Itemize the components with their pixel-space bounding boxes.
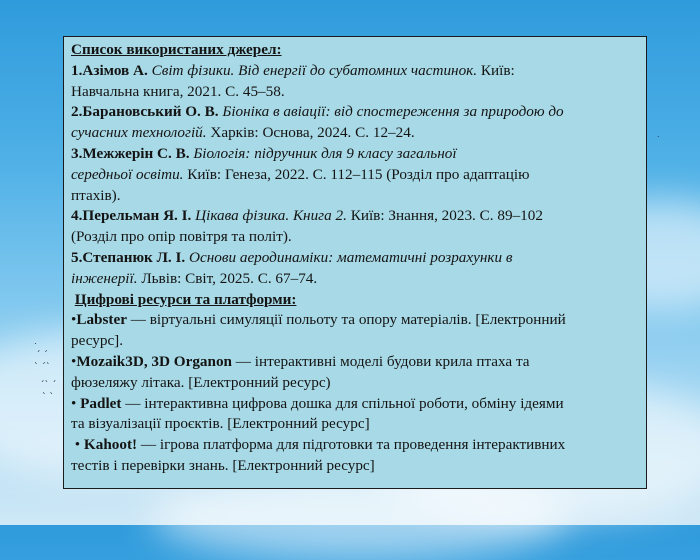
source-1-line-1 xyxy=(71,61,639,82)
bullet-icon: • xyxy=(74,436,81,454)
references-heading xyxy=(71,40,639,61)
source-publication: Київ: xyxy=(480,61,515,79)
source-5-line-2 xyxy=(71,269,639,290)
source-title: інженерії. xyxy=(71,269,138,287)
resource-4-line-1 xyxy=(71,435,639,456)
source-2-line-1 xyxy=(71,102,639,123)
digital-heading-text: Цифрові ресурси та платформи: xyxy=(74,290,297,308)
resource-description: — ігрова платформа для підготовки та проведення інтерактивних xyxy=(140,436,566,454)
source-title: Біоніка в авіації: від спостереження за природою до xyxy=(222,103,564,121)
source-3-line-2 xyxy=(71,165,639,186)
source-3-line-3: птахів). xyxy=(71,186,121,204)
resource-description: — віртуальні симуляції польоту та опору матеріалів. [Електронний xyxy=(130,311,566,329)
source-3-line-1 xyxy=(71,144,639,165)
digital-resources-heading xyxy=(71,290,639,311)
source-4-line-2: (Розділ про опір повітря та політ). xyxy=(71,228,292,246)
source-title: Основи аеродинаміки: математичні розрахунки в xyxy=(189,248,513,266)
source-publication: Львів: Світ, 2025. С. 67–74. xyxy=(141,269,318,287)
source-author: 3.Межжерін С. В. xyxy=(71,144,190,162)
resource-name: Labster xyxy=(76,311,127,329)
resource-3-line-1 xyxy=(71,394,639,415)
resource-1-line-1 xyxy=(71,310,639,331)
source-title: Цікава фізика. Книга 2. xyxy=(195,207,347,225)
resource-2-line-2: фюзеляжу літака. [Електронний ресурс) xyxy=(71,373,331,391)
source-author: 5.Степанюк Л. І. xyxy=(71,248,186,266)
resource-4-line-2: тестів і перевірки знань. [Електронний ресурс] xyxy=(71,456,375,474)
resource-2-line-1 xyxy=(71,352,639,373)
bullet-icon: • xyxy=(71,394,77,412)
bird-icon: ˙ xyxy=(656,136,661,146)
source-title: Світ фізики. Від енергії до субатомних частинок. xyxy=(151,61,478,79)
source-publication: Київ: Знання, 2023. С. 89–102 xyxy=(350,207,543,225)
source-publication: Київ: Генеза, 2022. С. 112–115 (Розділ про адаптацію xyxy=(187,165,530,183)
resource-description: — інтерактивні моделі будови крила птаха та xyxy=(235,352,530,370)
resource-1-line-2: ресурс]. xyxy=(71,332,124,350)
resource-name: Padlet xyxy=(80,394,122,412)
source-title: сучасних технологій. xyxy=(71,124,207,142)
references-panel xyxy=(63,36,647,489)
source-5-line-1 xyxy=(71,248,639,269)
source-author: 4.Перельман Я. І. xyxy=(71,207,192,225)
resource-name: Mozaik3D, 3D Organon xyxy=(76,352,232,370)
bullet-icon: • xyxy=(71,311,77,329)
source-title: середньої освіти. xyxy=(71,165,184,183)
source-title: Біологія: підручник для 9 класу загальної xyxy=(193,144,457,162)
source-1-line-2: Навчальна книга, 2021. С. 45–58. xyxy=(71,82,285,100)
source-author: 2.Барановський О. В. xyxy=(71,103,219,121)
resource-description: — інтерактивна цифрова дошка для спільної роботи, обміну ідеями xyxy=(125,394,564,412)
resource-name: Kahoot! xyxy=(83,436,138,454)
bird-icon: ͘ˏ ˏ xyxy=(36,343,48,353)
resource-3-line-2: та візуалізації проєктів. [Електронний ресурс] xyxy=(71,415,370,433)
source-publication: Харків: Основа, 2024. С. 12–24. xyxy=(210,124,415,142)
heading-text: Список використаних джерел: xyxy=(71,41,282,58)
bird-icon: ˎ ˎ xyxy=(42,385,54,395)
bird-icon: ˎ ˏˎ xyxy=(34,355,51,365)
source-author: 1.Азімов А. xyxy=(71,61,148,79)
bullet-icon: • xyxy=(71,352,77,370)
bird-icon: ˏˎ ˏ xyxy=(40,373,57,383)
source-4-line-1 xyxy=(71,206,639,227)
source-2-line-2 xyxy=(71,123,639,144)
